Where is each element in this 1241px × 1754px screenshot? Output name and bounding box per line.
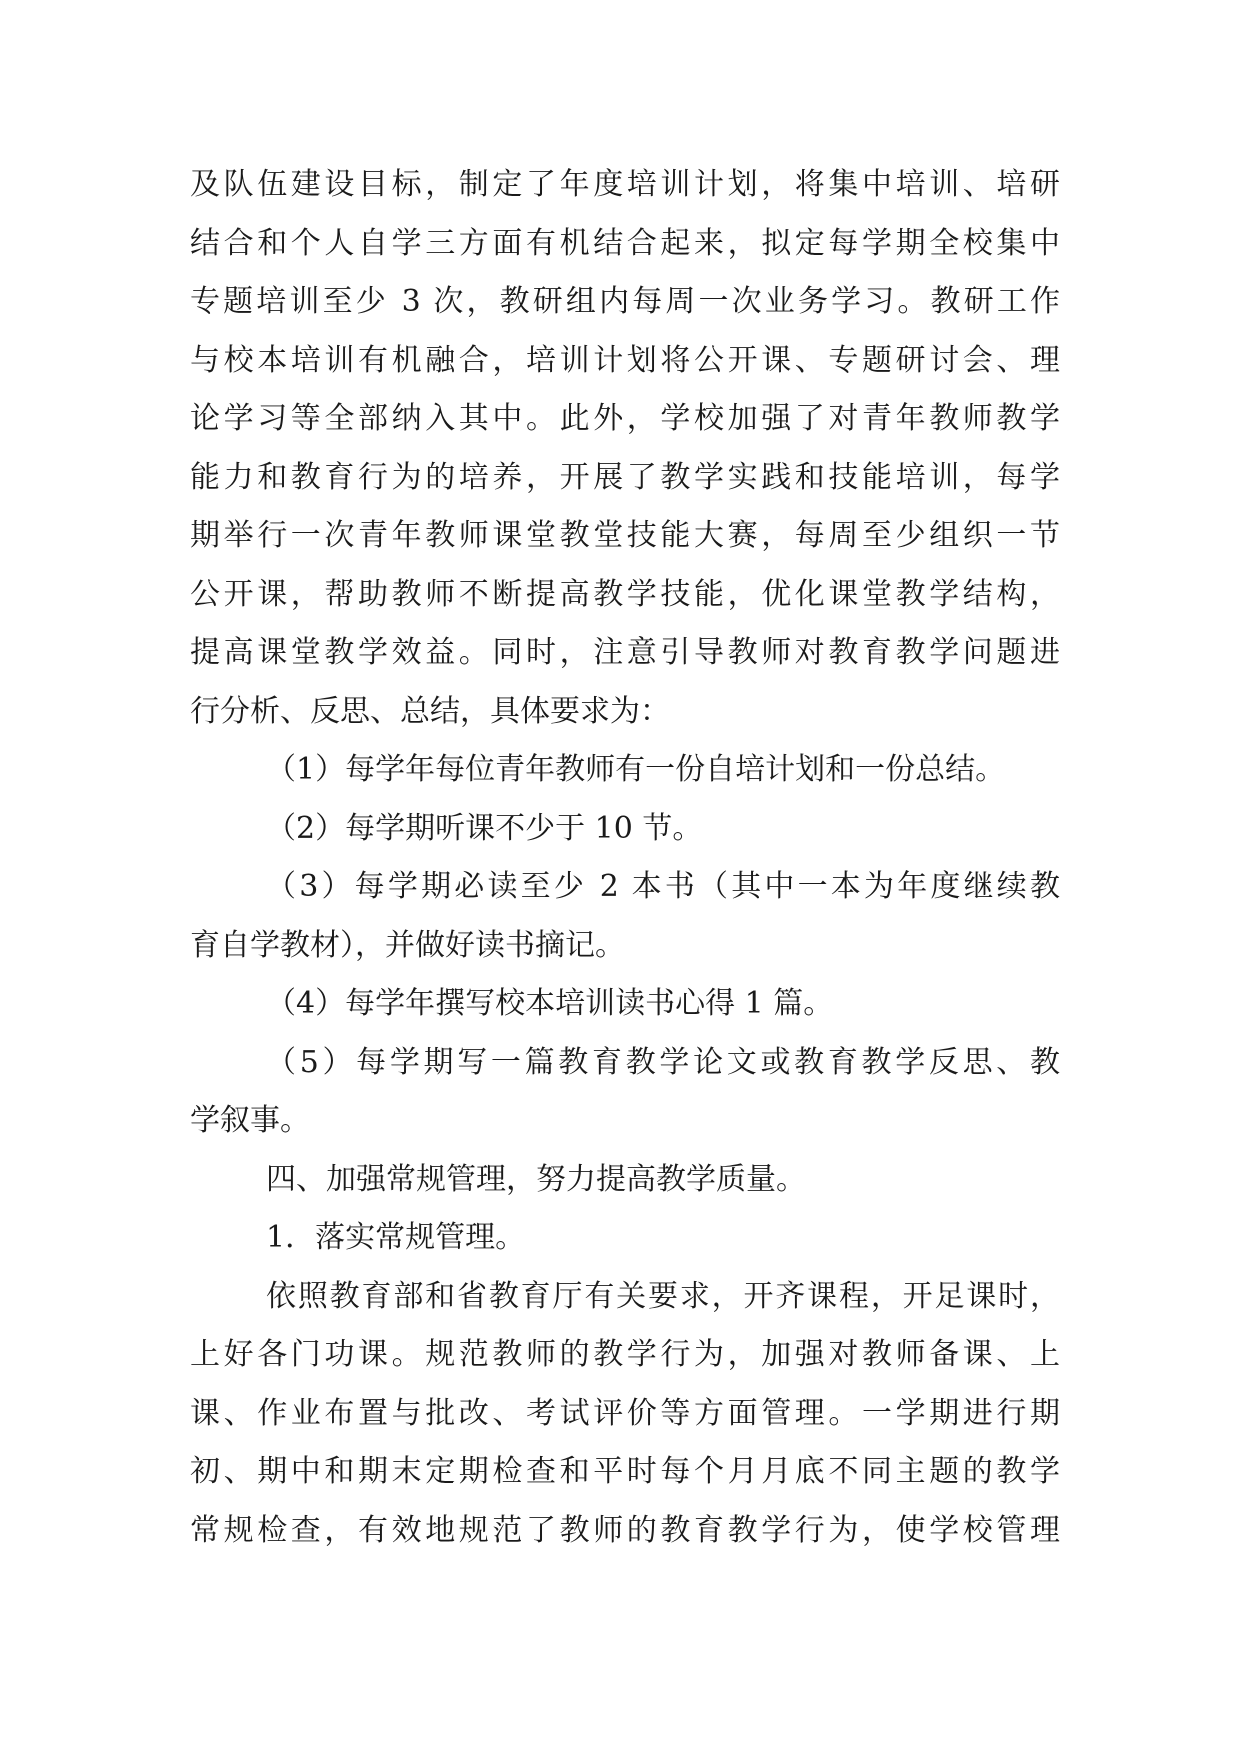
text-line: 学叙事。 [190,1103,310,1138]
text-line: 论学习等全部纳入其中。此外，学校加强了对青年教师教学 [190,401,1060,436]
document-page [190,156,1060,1560]
text-line: （5）每学期写一篇教育教学论文或教育教学反思、教 [266,1044,1060,1080]
text-line: 结合和个人自学三方面有机结合起来，拟定每学期全校集中 [190,225,1060,261]
text-line: （4）每学年撰写校本培训读书心得 1 篇。 [266,986,834,1021]
text-line: （2）每学期听课不少于 10 节。 [266,810,703,846]
text-line: 与校本培训有机融合，培训计划将公开课、专题研讨会、理 [190,342,1060,378]
text-line: 上好各门功课。规范教师的教学行为，加强对教师备课、上 [190,1337,1060,1372]
text-line: 行分析、反思、总结，具体要求为： [190,693,670,729]
text-line: 专题培训至少 3 次，教研组内每周一次业务学习。教研工作 [190,284,1060,319]
text-line: 育自学教材），并做好读书摘记。 [190,927,625,963]
document-body [190,156,1060,1560]
text-line: 公开课，帮助教师不断提高教学技能，优化课堂教学结构， [190,576,1060,612]
text-line: 1．落实常规管理。 [266,1220,526,1255]
text-line: （1）每学年每位青年教师有一份自培计划和一份总结。 [266,752,1006,787]
text-line: 提高课堂教学效益。同时，注意引导教师对教育教学问题进 [190,635,1060,670]
text-line: 四、加强常规管理，努力提高教学质量。 [266,1161,806,1197]
text-line: 及队伍建设目标，制定了年度培训计划，将集中培训、培研 [190,167,1060,202]
text-line: 依照教育部和省教育厅有关要求，开齐课程，开足课时， [266,1278,1060,1314]
text-line: 能力和教育行为的培养，开展了教学实践和技能培训，每学 [190,459,1060,495]
text-line: （3）每学期必读至少 2 本书（其中一本为年度继续教 [266,869,1060,904]
text-line: 期举行一次青年教师课堂教堂技能大赛，每周至少组织一节 [190,518,1060,553]
text-line: 初、期中和期末定期检查和平时每个月月底不同主题的教学 [190,1454,1060,1489]
text-line: 常规检查，有效地规范了教师的教育教学行为，使学校管理 [190,1512,1060,1548]
text-line: 课、作业布置与批改、考试评价等方面管理。一学期进行期 [190,1395,1060,1431]
